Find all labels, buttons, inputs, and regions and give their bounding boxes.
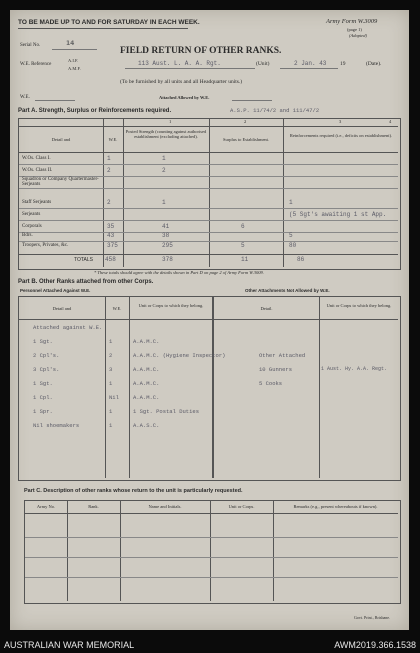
row-line (25, 577, 398, 578)
unit-label: (Unit) (256, 61, 270, 67)
row-line (19, 319, 398, 320)
row-surplus: 5 (241, 242, 245, 249)
attached-underline (232, 100, 272, 101)
b-row-we: 1 (109, 338, 113, 345)
b-row-detail: Nil shoemakers (33, 422, 80, 429)
b-row-detail: Attached against W.E. (33, 324, 103, 331)
row-we: 375 (107, 242, 118, 249)
part-c-table (24, 500, 401, 604)
b-row-detail: 1 Cpl. (33, 394, 53, 401)
row-line (19, 220, 398, 221)
b-row-we: 1 (109, 422, 113, 429)
header-we-b: W.E. (112, 306, 122, 311)
b-row-unit: A.A.M.C. (Hygiene Inspector) (133, 352, 226, 359)
part-b-title: Part B. Other Ranks attached from other Corps. (18, 279, 154, 285)
col-num-2: 2 (244, 119, 247, 124)
b-row-we: 3 (109, 366, 113, 373)
attached-label: Attached Allowed by W.E. (159, 95, 210, 100)
row-we: 1 (107, 155, 111, 162)
row-label: W.Os. Class I. (22, 156, 51, 161)
b-row-unit: A.A.S.C. (133, 422, 160, 429)
b-row-we: Nil (109, 394, 119, 401)
total-we: 458 (105, 256, 116, 263)
total-posted: 378 (162, 256, 173, 263)
date-value: 2 Jan. 43 (294, 60, 327, 67)
row-line (19, 152, 398, 153)
row-reinforcements: 5 (289, 232, 293, 239)
col-num-1: 1 (169, 119, 172, 124)
amf-label: A.M.F. (68, 66, 81, 71)
form-instruction: TO BE MADE UP TO AND FOR SATURDAY IN EACH WEEK. (18, 19, 200, 26)
totals-label: TOTALS (74, 257, 93, 263)
header-we: W.E. (108, 137, 118, 142)
caption-left: AUSTRALIAN WAR MEMORIAL (4, 640, 135, 650)
row-line (19, 208, 398, 209)
part-c-header: Army No. (36, 504, 56, 509)
b-row-detail2: Other Attached (259, 352, 306, 359)
total-reinforcements: 86 (297, 256, 305, 263)
header-detail2-b: Detail. (260, 306, 273, 311)
header-posted: Posted Strength (counting against authorised establishment (excluding attached). (125, 129, 207, 139)
b-row-detail: 1 Sgt. (33, 338, 53, 345)
row-line (19, 188, 398, 189)
row-label: Staff Serjeants (22, 200, 52, 205)
part-a-table (18, 118, 401, 270)
row-we: 2 (107, 199, 111, 206)
printer-imprint: Govt. Print., Brisbane. (354, 615, 390, 620)
b-row-detail: 3 Cpl's. (33, 366, 60, 373)
row-label: Troopers, Privates, &c. (22, 243, 69, 248)
unit-value: 113 Aust. L. A. A. Rgt. (138, 60, 221, 67)
part-a-footnote: * These totals should agree with the details shown in Part D on page 2 of Army Form W.3009. (94, 270, 264, 275)
row-label: Bdrs. (22, 233, 33, 238)
row-label: Corporals (22, 224, 42, 229)
part-c-header: Rank. (88, 504, 99, 509)
aif-label: A.I.F. (68, 58, 79, 63)
we-reference-label: W.E. Reference (20, 62, 52, 67)
col-num-3: 3 (339, 119, 342, 124)
caption-right: AWM2019.366.1538 (334, 640, 416, 650)
part-b-right-subtitle: Other Attachments Not Allowed by W.E. (245, 288, 330, 293)
row-label: Serjeants (22, 212, 41, 217)
b-row-unit: 1 Sgt. Postal Duties (133, 408, 200, 415)
part-c-title: Part C. Description of other ranks whose return to the unit is particularly requested. (24, 488, 243, 494)
row-reinforcements: 80 (289, 242, 297, 249)
we-short-label: W.E. (20, 95, 30, 100)
adapted-note: (Adapted) (349, 33, 367, 38)
row-we: 2 (107, 167, 111, 174)
b-row-unit: A.A.M.C. (133, 394, 160, 401)
row-label: W.Os. Class II. (22, 168, 53, 173)
b-row-unit2: 1 Aust. Hy. A.A. Regt. (321, 366, 388, 372)
instruction-underline (18, 28, 188, 29)
date-year: 19 (340, 61, 346, 67)
page-ref: (page 1) (347, 27, 362, 32)
b-row-unit: A.A.M.C. (133, 366, 160, 373)
col-line (319, 297, 320, 478)
totals-line (19, 254, 398, 255)
b-row-we: 1 (109, 380, 113, 387)
row-posted: 1 (162, 199, 166, 206)
part-c-header: Remarks (e.g., present whereabouts if known). (293, 504, 378, 509)
row-line (19, 241, 398, 242)
form-number: Army Form W.3009 (326, 18, 378, 25)
part-c-header: Name and Initials. (148, 504, 182, 509)
row-line (19, 126, 398, 127)
form-sheet (10, 10, 409, 630)
col-line (210, 501, 211, 601)
header-unit-b: Unit or Corps to which they belong. (138, 303, 204, 308)
header-detail: Detail and (51, 137, 71, 142)
form-title: FIELD RETURN OF OTHER RANKS. (120, 46, 282, 56)
header-detail-b: Detail and (52, 306, 72, 311)
date-underline (280, 68, 338, 69)
row-posted: 1 (162, 155, 166, 162)
part-a-typed-ref: A.S.P. 11/74/2 and 111/47/2 (230, 107, 320, 114)
part-c-header: Unit or Corps. (228, 504, 255, 509)
col-line (123, 119, 124, 267)
row-surplus: 6 (241, 223, 245, 230)
b-row-detail2: 10 Gunners (259, 366, 293, 373)
row-label: Squadron or Company Quartermaster-Serjeants (22, 177, 99, 187)
b-row-detail: 1 Sgt. (33, 380, 53, 387)
b-row-we: 2 (109, 352, 113, 359)
col-divider (212, 297, 214, 478)
date-label: (Date). (366, 61, 382, 67)
b-row-detail: 2 Cpl's. (33, 352, 60, 359)
row-line (25, 513, 398, 514)
b-row-we: 1 (109, 408, 113, 415)
header-reinforcements: Reinforcements required (i.e., deficits on establishment). (289, 133, 393, 138)
row-line (25, 557, 398, 558)
row-line (25, 537, 398, 538)
serial-underline (52, 49, 97, 50)
row-line (19, 164, 398, 165)
row-posted: 38 (162, 232, 170, 239)
header-surplus: Surplus to Establishment. (222, 137, 270, 142)
b-row-detail: 1 Spr. (33, 408, 53, 415)
row-we: 35 (107, 223, 115, 230)
col-line (283, 119, 284, 267)
b-row-unit: A.A.M.C. (133, 338, 160, 345)
we-underline (35, 100, 75, 101)
col-line (120, 501, 121, 601)
serial-label: Serial No. (20, 43, 41, 48)
furnished-note: (To be furnished by all units and all Headquarter units.) (120, 79, 243, 85)
col-num-4: 4 (389, 119, 392, 124)
row-posted: 295 (162, 242, 173, 249)
row-posted: 2 (162, 167, 166, 174)
row-posted: 41 (162, 223, 170, 230)
header-unit2-b: Unit or Corps to which they belong. (326, 303, 392, 308)
row-we: 43 (107, 232, 115, 239)
unit-underline (125, 68, 255, 69)
col-line (273, 501, 274, 601)
part-b-left-subtitle: Personnel Attached Against W.E. (20, 288, 91, 293)
col-line (105, 297, 106, 478)
total-surplus: 11 (241, 256, 249, 263)
row-reinforcements: (5 Sgt's awaiting 1 st App. (289, 211, 387, 218)
row-reinforcements: 1 (289, 199, 293, 206)
serial-value: 14 (66, 40, 75, 47)
part-b-table (18, 296, 401, 481)
part-a-title: Part A. Strength, Surplus or Reinforcements required. (18, 108, 172, 114)
b-row-unit: A.A.M.C. (133, 380, 160, 387)
b-row-detail2: 5 Cooks (259, 380, 283, 387)
col-line (67, 501, 68, 601)
col-line (129, 297, 130, 478)
